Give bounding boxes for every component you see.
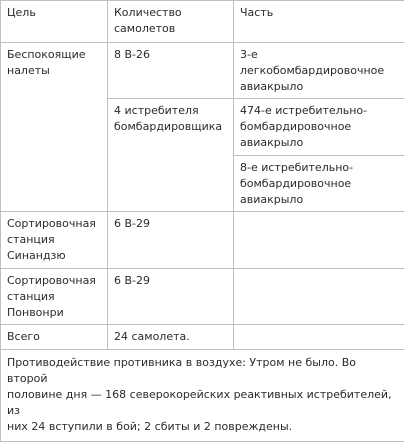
target-line: станция [7, 290, 55, 303]
unit-line: авиакрыло [240, 136, 303, 149]
header-target-label: Цель [7, 6, 36, 19]
target-line: станция [7, 233, 55, 246]
unit-line: авиакрыло [240, 80, 303, 93]
count-value: 6 B-29 [114, 217, 150, 230]
unit-cell-empty [234, 269, 404, 325]
unit-cell-empty [234, 212, 404, 269]
count-cell [108, 99, 234, 212]
total-label: Всего [7, 330, 40, 343]
unit-line: легкобомбардировочное [240, 64, 384, 77]
unit-cell [234, 156, 404, 212]
target-cell [1, 269, 108, 325]
count-value: 8 B-26 [114, 48, 150, 61]
note-line: Противодействие противника в воздухе: Утром не было. Во второй [7, 356, 356, 385]
target-line: налеты [7, 64, 50, 77]
total-count: 24 самолета. [114, 330, 190, 343]
unit-line: бомбардировочное [240, 120, 351, 133]
count-cell [108, 43, 234, 99]
total-label-cell [1, 325, 108, 350]
note-line: них 24 вступили в бой; 2 сбиты и 2 повреждены. [7, 420, 292, 433]
unit-cell [234, 99, 404, 156]
table-row [1, 269, 404, 325]
enemy-opposition-note [1, 350, 404, 442]
total-count-cell [108, 325, 234, 350]
target-cell [1, 43, 108, 212]
target-line: Понвонри [7, 306, 64, 319]
unit-line: бомбардировочное [240, 177, 351, 190]
table-row [1, 43, 404, 99]
count-cell [108, 269, 234, 325]
header-unit-label: Часть [240, 6, 273, 19]
target-line: Сортировочная [7, 274, 96, 287]
table-row [1, 212, 404, 269]
header-unit [234, 1, 404, 43]
target-line: Синандзю [7, 249, 66, 262]
header-count-label-line2: самолетов [114, 22, 175, 35]
table-footer-row [1, 350, 404, 442]
count-line: 4 истребителя [114, 104, 199, 117]
target-cell [1, 212, 108, 269]
header-count-label-line1: Количество [114, 6, 182, 19]
count-cell [108, 212, 234, 269]
unit-cell [234, 43, 404, 99]
count-line: бомбардировщика [114, 120, 222, 133]
count-value: 6 B-29 [114, 274, 150, 287]
unit-line: 8-е истребительно- [240, 161, 353, 174]
target-line: Сортировочная [7, 217, 96, 230]
note-line: половине дня — 168 северокорейских реактивных истребителей, из [7, 388, 392, 417]
table-header-row [1, 1, 404, 43]
unit-cell-empty [234, 325, 404, 350]
target-line: Беспокоящие [7, 48, 86, 61]
unit-line: авиакрыло [240, 193, 303, 206]
unit-line: 474-е истребительно- [240, 104, 367, 117]
header-count [108, 1, 234, 43]
unit-line: 3-е [240, 48, 258, 61]
table-row-total [1, 325, 404, 350]
header-target [1, 1, 108, 43]
